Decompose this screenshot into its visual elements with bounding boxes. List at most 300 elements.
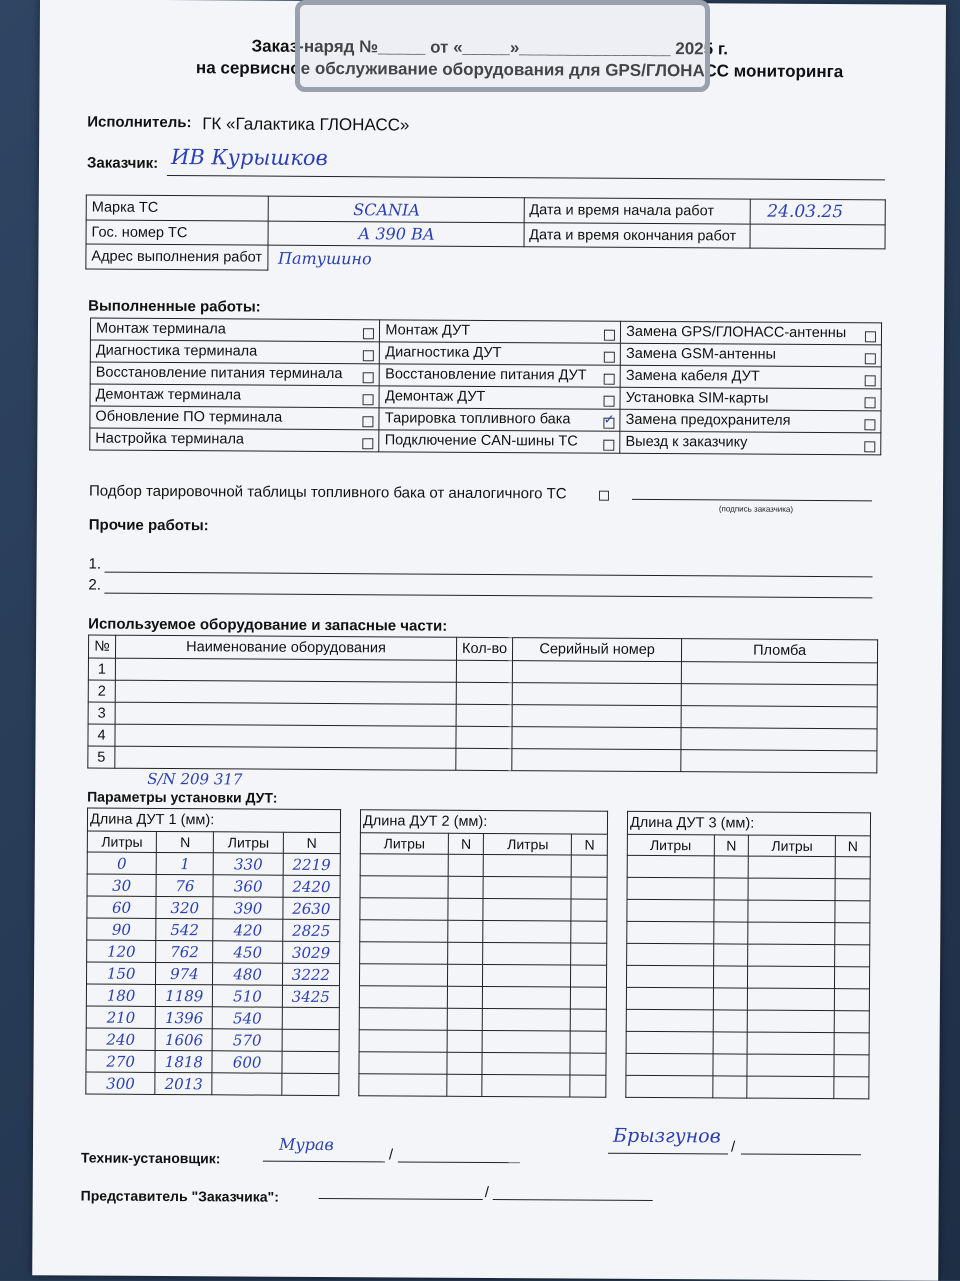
dut3-cell[interactable]: [713, 900, 748, 922]
dut2-row: [360, 854, 607, 878]
dut3-cell[interactable]: [626, 987, 713, 1010]
dut3-cell[interactable]: [626, 1031, 713, 1054]
dut3-row: [627, 855, 870, 878]
dut3-cell[interactable]: [835, 879, 870, 901]
dut2-row: [359, 986, 606, 1010]
dut1-cell[interactable]: 60: [87, 896, 156, 918]
dut2-cell[interactable]: [482, 1052, 570, 1075]
work-item-label: Восстановление питания ДУТ: [385, 366, 587, 384]
dut3-col-liters-a: Литры: [627, 834, 714, 856]
dut1-row: [86, 984, 339, 1008]
dut3-cell[interactable]: [713, 1010, 748, 1032]
dut1-cell[interactable]: [282, 1029, 339, 1051]
dut2-cell[interactable]: [359, 1008, 447, 1031]
dut3-cell[interactable]: [627, 899, 714, 922]
work-item-checkbox[interactable]: [363, 438, 374, 449]
dut1-cell[interactable]: 320: [156, 896, 213, 918]
equipment-cell[interactable]: [512, 683, 681, 706]
equipment-cell[interactable]: [456, 704, 512, 726]
work-item-checkbox[interactable]: [363, 350, 374, 361]
dut3-col-liters-b: Литры: [749, 835, 836, 857]
dut1-cell[interactable]: 76: [156, 874, 213, 896]
equipment-cell[interactable]: [681, 706, 877, 729]
dut2-cell[interactable]: [359, 1074, 447, 1097]
dut1-row: [86, 1072, 339, 1096]
tariff-label: Подбор тарировочной таблицы топливного бака от аналогичного ТС: [88, 482, 567, 503]
equipment-cell[interactable]: [512, 727, 681, 750]
dut3-cell[interactable]: [834, 967, 869, 989]
dut2-cell[interactable]: [482, 1074, 570, 1097]
dut3-cell[interactable]: [714, 856, 749, 878]
dut2-row: [360, 942, 607, 966]
dut3-row: [626, 1075, 869, 1098]
dut1-title: Длина ДУТ 1 (мм):: [87, 808, 340, 833]
dut3-cell[interactable]: [748, 988, 835, 1011]
dut1-cell[interactable]: 3425: [282, 985, 339, 1007]
dut2-row: [359, 964, 606, 988]
end-label: Дата и время окончания работ: [524, 223, 750, 248]
executor-label: Исполнитель:: [87, 113, 192, 132]
work-order-sheet: [32, 0, 946, 1281]
dut2-cell[interactable]: [360, 854, 448, 877]
dut1-cell[interactable]: 540: [213, 1007, 282, 1029]
rep-slash: /: [484, 1183, 489, 1201]
work-item-label: Обновление ПО терминала: [95, 408, 283, 426]
work-item-col2-3[interactable]: [379, 386, 620, 409]
customer-underline: [167, 175, 885, 180]
dut2-cell[interactable]: [484, 876, 572, 899]
dut2-row: [360, 920, 607, 944]
dut3-table: [625, 811, 871, 1099]
dut2-cell[interactable]: [359, 986, 447, 1009]
dut2-cell[interactable]: [571, 921, 607, 943]
dut3-cell[interactable]: [748, 1010, 835, 1033]
dut1-col-n-a: N: [157, 831, 214, 852]
works-table: [89, 318, 882, 456]
dut2-cell[interactable]: [447, 1074, 483, 1096]
dut1-col-liters-b: Литры: [214, 832, 283, 853]
tech-name-line[interactable]: [398, 1161, 520, 1163]
dut1-cell[interactable]: 2420: [283, 875, 340, 897]
work-item-label: Монтаж терминала: [95, 320, 226, 338]
dut3-cell[interactable]: [713, 966, 748, 988]
work-item-col3-4[interactable]: [620, 409, 881, 433]
address-label: Адрес выполнения работ: [86, 244, 268, 270]
dut1-col-liters-a: Литры: [87, 831, 156, 852]
dut1-row: [86, 1028, 339, 1052]
brand-value: SCANIA: [353, 199, 421, 220]
work-item-col1-1[interactable]: [90, 340, 380, 364]
dut3-cell[interactable]: [748, 900, 835, 923]
equip-col-name: Наименование оборудования: [115, 635, 456, 660]
dut3-cell[interactable]: [835, 945, 870, 967]
dut3-row: [626, 987, 869, 1010]
equipment-cell[interactable]: [115, 746, 456, 770]
dut2-cell[interactable]: [359, 964, 447, 987]
other-line-1[interactable]: [105, 572, 873, 578]
dut2-cell[interactable]: [571, 965, 607, 987]
dut1-cell[interactable]: 974: [156, 962, 213, 984]
work-item-checkbox[interactable]: [864, 441, 875, 452]
plate-cell: [268, 221, 524, 247]
dut3-cell[interactable]: [834, 989, 869, 1011]
equipment-cell[interactable]: [456, 660, 512, 682]
dut2-col-n-a: N: [448, 833, 484, 854]
dut1-cell[interactable]: 450: [213, 941, 282, 963]
dut2-table: [358, 809, 608, 1098]
executor-value: ГК «Галактика ГЛОНАСС»: [202, 114, 410, 135]
dut2-cell[interactable]: [360, 920, 448, 943]
dut2-cell[interactable]: [447, 964, 483, 986]
dut1-cell[interactable]: 420: [213, 919, 282, 941]
second-sign-line[interactable]: [608, 1153, 728, 1155]
work-item-checkbox[interactable]: [865, 397, 876, 408]
dut3-cell[interactable]: [749, 878, 836, 901]
start-value: 24.03.25: [767, 201, 844, 223]
dut1-cell[interactable]: 762: [156, 940, 213, 962]
dut1-cell[interactable]: [212, 1073, 281, 1095]
dut1-cell[interactable]: 2825: [283, 919, 340, 941]
work-item-col3-2[interactable]: [620, 365, 881, 389]
dut3-row: [626, 965, 869, 988]
tariff-checkbox[interactable]: [599, 491, 609, 501]
dut2-cell[interactable]: [448, 854, 484, 876]
other-item-2: 2.: [88, 576, 101, 594]
dut3-cell[interactable]: [748, 1032, 835, 1055]
dut1-col-n-b: N: [283, 832, 340, 853]
rep-name-line[interactable]: [493, 1199, 653, 1201]
dut2-cell[interactable]: [359, 1052, 447, 1075]
vehicle-table: [85, 195, 885, 275]
plate-value: А 390 ВА: [358, 224, 435, 244]
dut1-row: [86, 1006, 339, 1030]
work-item-label: Выезд к заказчику: [625, 433, 748, 451]
work-item-label: Диагностика терминала: [95, 342, 258, 360]
equip-col-serial: Серийный номер: [513, 638, 682, 662]
dut1-row: [86, 962, 339, 986]
dut3-col-n-b: N: [835, 836, 870, 857]
dut3-cell[interactable]: [748, 966, 835, 989]
dut3-cell[interactable]: [712, 1054, 747, 1076]
work-item-col1-5[interactable]: [90, 428, 380, 452]
signature-caption: (подпись заказчика): [718, 504, 794, 514]
dut2-cell[interactable]: [483, 898, 571, 921]
work-item-col2-1[interactable]: [380, 342, 621, 365]
work-item-col2-4[interactable]: [379, 408, 620, 431]
dut2-cell[interactable]: [448, 942, 484, 964]
other-line-2[interactable]: [104, 593, 872, 599]
dut2-col-liters-b: Литры: [484, 833, 572, 855]
dut1-cell[interactable]: 30: [87, 874, 156, 896]
dut2-cell[interactable]: [483, 1008, 571, 1031]
dut3-cell[interactable]: [834, 1055, 869, 1077]
dut2-cell[interactable]: [360, 942, 448, 965]
equipment-heading: Используемое оборудование и запасные части:: [88, 615, 448, 635]
tech-sign-line[interactable]: [263, 1161, 385, 1163]
customer-signature-line[interactable]: [632, 499, 872, 501]
equip-col-num: №: [88, 635, 115, 658]
work-item-label: Тарировка топливного бака: [384, 410, 571, 428]
second-slash: /: [730, 1138, 736, 1156]
dut1-cell[interactable]: 0: [87, 852, 156, 874]
dut2-cell[interactable]: [570, 1075, 606, 1097]
end-value: [750, 224, 886, 249]
dut1-row: [87, 896, 340, 920]
work-item-col2-5[interactable]: [379, 430, 620, 453]
dut2-cell[interactable]: [448, 920, 484, 942]
dut3-cell[interactable]: [626, 965, 713, 988]
dut1-cell[interactable]: 600: [212, 1051, 281, 1073]
second-signature: Брызгунов: [613, 1124, 721, 1148]
dut3-cell[interactable]: [627, 855, 714, 878]
start-label: Дата и время начала работ: [524, 198, 750, 224]
work-item-checkbox[interactable]: [603, 440, 614, 451]
dut3-cell[interactable]: [748, 944, 835, 967]
equipment-cell[interactable]: [456, 682, 512, 704]
equip-col-qty: Кол-во: [456, 637, 512, 660]
other-heading: Прочие работы:: [88, 516, 209, 535]
work-item-col1-3[interactable]: [90, 384, 380, 408]
dut2-cell[interactable]: [359, 1030, 447, 1053]
dut3-row: [627, 877, 870, 900]
dut1-cell[interactable]: [282, 1051, 339, 1073]
dut2-cell[interactable]: [483, 964, 571, 987]
equipment-cell[interactable]: [115, 680, 456, 704]
dut1-cell[interactable]: 3222: [282, 963, 339, 985]
equipment-table: [87, 635, 878, 774]
dut2-cell[interactable]: [483, 986, 571, 1009]
work-item-label: Замена кабеля ДУТ: [625, 367, 760, 385]
equipment-row-number: 3: [88, 702, 115, 724]
dut3-cell[interactable]: [835, 923, 870, 945]
dut2-title: Длина ДУТ 2 (мм):: [360, 810, 607, 835]
work-item-label: Диагностика ДУТ: [385, 344, 502, 362]
dut1-cell[interactable]: 2630: [283, 897, 340, 919]
dut1-cell[interactable]: 300: [86, 1072, 155, 1094]
dut3-cell[interactable]: [747, 1054, 834, 1077]
dut2-col-liters-a: Литры: [360, 833, 448, 855]
dut2-cell[interactable]: [447, 1052, 483, 1074]
dut1-cell[interactable]: 1396: [155, 1006, 212, 1028]
work-item-label: Подключение CAN-шины ТС: [384, 432, 578, 450]
dut2-col-n-b: N: [572, 834, 608, 855]
equipment-cell[interactable]: [681, 684, 877, 707]
dut1-cell[interactable]: 120: [87, 940, 156, 962]
work-item-col1-2[interactable]: [90, 362, 380, 386]
equipment-cell[interactable]: [512, 705, 681, 728]
work-item-checkbox[interactable]: [363, 372, 374, 383]
dut2-cell[interactable]: [447, 986, 483, 1008]
dut1-cell[interactable]: 1606: [155, 1028, 212, 1050]
work-item-checkbox[interactable]: [865, 331, 876, 342]
dut1-cell[interactable]: 1: [156, 852, 213, 874]
dut3-cell[interactable]: [627, 921, 714, 944]
start-cell: [750, 199, 886, 225]
dut2-row: [360, 876, 607, 900]
dut3-cell[interactable]: [834, 1033, 869, 1055]
work-item-label: Монтаж ДУТ: [385, 322, 471, 339]
work-item-col3-5[interactable]: [620, 431, 881, 455]
dut2-cell[interactable]: [483, 920, 571, 943]
works-row: [90, 428, 881, 455]
title-line-1: Заказ-наряд №_____ от «_____»________________ 2025 г.: [251, 36, 729, 59]
dut1-cell[interactable]: 330: [214, 853, 283, 875]
work-item-label: Демонтаж ДУТ: [384, 388, 486, 405]
dut3-row: [627, 921, 870, 944]
work-item-label: Замена GSM-антенны: [625, 345, 776, 363]
dut2-cell[interactable]: [570, 1053, 606, 1075]
equipment-row-number: 1: [88, 658, 115, 680]
equipment-cell[interactable]: [512, 661, 681, 684]
dut3-cell[interactable]: [834, 1011, 869, 1033]
plate-label: Гос. номер ТС: [86, 220, 268, 245]
dut3-cell[interactable]: [747, 1076, 834, 1099]
work-item-checkbox[interactable]: [363, 394, 374, 405]
work-item-col3-0[interactable]: [621, 321, 882, 345]
dut3-cell[interactable]: [714, 878, 749, 900]
clipboard-clip: [295, 0, 710, 92]
dut2-cell[interactable]: [360, 876, 448, 899]
dut1-cell[interactable]: [282, 1007, 339, 1029]
dut2-cell[interactable]: [571, 899, 607, 921]
work-item-checkbox[interactable]: [604, 374, 615, 385]
dut3-cell[interactable]: [748, 922, 835, 945]
dut2-row: [360, 898, 607, 922]
dut1-row: [87, 852, 340, 876]
equipment-cell[interactable]: [681, 728, 877, 751]
dut3-row: [626, 1009, 869, 1032]
equipment-row-number: 5: [88, 746, 115, 768]
equipment-cell[interactable]: [681, 662, 877, 685]
dut1-cell[interactable]: [282, 1073, 339, 1095]
work-item-checkbox[interactable]: [604, 418, 615, 429]
dut3-title: Длина ДУТ 3 (мм):: [627, 811, 870, 835]
dut3-cell[interactable]: [834, 1077, 869, 1099]
work-item-label: Настройка терминала: [95, 430, 245, 448]
dut1-table: [85, 808, 341, 1097]
dut2-cell[interactable]: [448, 876, 484, 898]
dut2-cell[interactable]: [571, 1031, 607, 1053]
dut3-cell[interactable]: [835, 857, 870, 879]
equipment-cell[interactable]: [512, 749, 681, 772]
dut1-cell[interactable]: 1189: [156, 984, 213, 1006]
work-item-col2-0[interactable]: [380, 320, 621, 343]
work-item-col2-2[interactable]: [380, 364, 621, 387]
tech-slash: /: [388, 1146, 394, 1164]
dut3-cell[interactable]: [835, 901, 870, 923]
other-item-1: 1.: [88, 555, 102, 573]
dut2-cell[interactable]: [447, 1030, 483, 1052]
dut1-cell[interactable]: 3029: [282, 941, 339, 963]
dut1-cell[interactable]: 270: [86, 1050, 155, 1072]
dut2-row: [359, 1030, 606, 1054]
work-item-checkbox[interactable]: [865, 353, 876, 364]
dut1-cell[interactable]: 2013: [155, 1072, 212, 1094]
work-item-checkbox[interactable]: [864, 419, 875, 430]
work-item-col3-3[interactable]: [620, 387, 881, 411]
dut2-cell[interactable]: [483, 1030, 571, 1053]
dut2-cell[interactable]: [483, 942, 571, 965]
dut-heading: Параметры установки ДУТ:: [87, 788, 278, 806]
dut3-row: [627, 943, 870, 966]
equipment-cell[interactable]: [115, 702, 456, 726]
rep-sign-line[interactable]: [319, 1198, 483, 1200]
dut3-cell[interactable]: [749, 856, 836, 879]
dut2-cell[interactable]: [572, 855, 608, 877]
dut3-cell[interactable]: [712, 1076, 747, 1098]
tech-label: Техник-установщик:: [80, 1149, 221, 1167]
work-item-checkbox[interactable]: [363, 416, 374, 427]
dut1-row: [86, 1050, 339, 1074]
customer-value: ИВ Курышков: [170, 145, 328, 170]
dut3-cell[interactable]: [713, 1032, 748, 1054]
dut3-cell[interactable]: [713, 988, 748, 1010]
dut1-cell[interactable]: 240: [86, 1028, 155, 1050]
dut3-cell[interactable]: [713, 922, 748, 944]
dut3-cell[interactable]: [626, 1075, 713, 1098]
dut2-cell[interactable]: [360, 898, 448, 921]
work-item-checkbox[interactable]: [604, 330, 615, 341]
work-item-checkbox[interactable]: [363, 328, 374, 339]
dut1-cell[interactable]: 90: [87, 918, 156, 940]
equipment-cell[interactable]: [681, 750, 877, 773]
work-item-col1-0[interactable]: [90, 318, 380, 342]
dut1-cell[interactable]: 510: [213, 985, 282, 1007]
dut2-cell[interactable]: [571, 987, 607, 1009]
dut3-cell[interactable]: [626, 1009, 713, 1032]
dut1-cell[interactable]: 480: [213, 963, 282, 985]
dut1-cell[interactable]: 390: [213, 897, 282, 919]
work-item-col1-4[interactable]: [90, 406, 380, 430]
dut3-cell[interactable]: [627, 943, 714, 966]
dut2-cell[interactable]: [571, 877, 607, 899]
dut3-cell[interactable]: [627, 877, 714, 900]
dut1-cell[interactable]: 542: [156, 918, 213, 940]
dut1-cell[interactable]: 210: [86, 1006, 155, 1028]
work-item-checkbox[interactable]: [604, 396, 615, 407]
dut1-cell[interactable]: 360: [214, 875, 283, 897]
work-item-checkbox[interactable]: [865, 375, 876, 386]
dut3-cell[interactable]: [626, 1053, 713, 1076]
dut1-cell[interactable]: 570: [213, 1029, 282, 1051]
equipment-row: [88, 746, 877, 773]
dut1-row: [87, 874, 340, 898]
equipment-cell[interactable]: [456, 748, 512, 770]
dut2-cell[interactable]: [448, 898, 484, 920]
equipment-cell[interactable]: [456, 726, 512, 748]
dut2-cell[interactable]: [571, 943, 607, 965]
equipment-cell[interactable]: [115, 724, 456, 748]
second-name-line[interactable]: [741, 1154, 861, 1156]
dut1-cell[interactable]: 150: [86, 962, 155, 984]
rep-label: Представитель "Заказчика":: [80, 1187, 279, 1205]
work-item-label: Восстановление питания терминала: [95, 364, 343, 383]
tech-signature: Мурав: [278, 1134, 334, 1155]
address-value: Патушино: [277, 248, 372, 269]
work-item-col3-1[interactable]: [620, 343, 881, 367]
title-line-2: на сервисное обслуживание оборудования для GPS/ГЛОНАСС мониторинга: [195, 58, 844, 82]
dut1-cell[interactable]: 1818: [155, 1050, 212, 1072]
dut1-cell[interactable]: 2219: [283, 853, 340, 875]
dut2-cell[interactable]: [571, 1009, 607, 1031]
work-item-checkbox[interactable]: [604, 352, 615, 363]
dut2-cell[interactable]: [447, 1008, 483, 1030]
equipment-cell[interactable]: [115, 658, 456, 682]
dut1-cell[interactable]: 180: [86, 984, 155, 1006]
customer-label: Заказчик:: [86, 154, 159, 172]
dut3-cell[interactable]: [713, 944, 748, 966]
dut2-cell[interactable]: [484, 854, 572, 877]
